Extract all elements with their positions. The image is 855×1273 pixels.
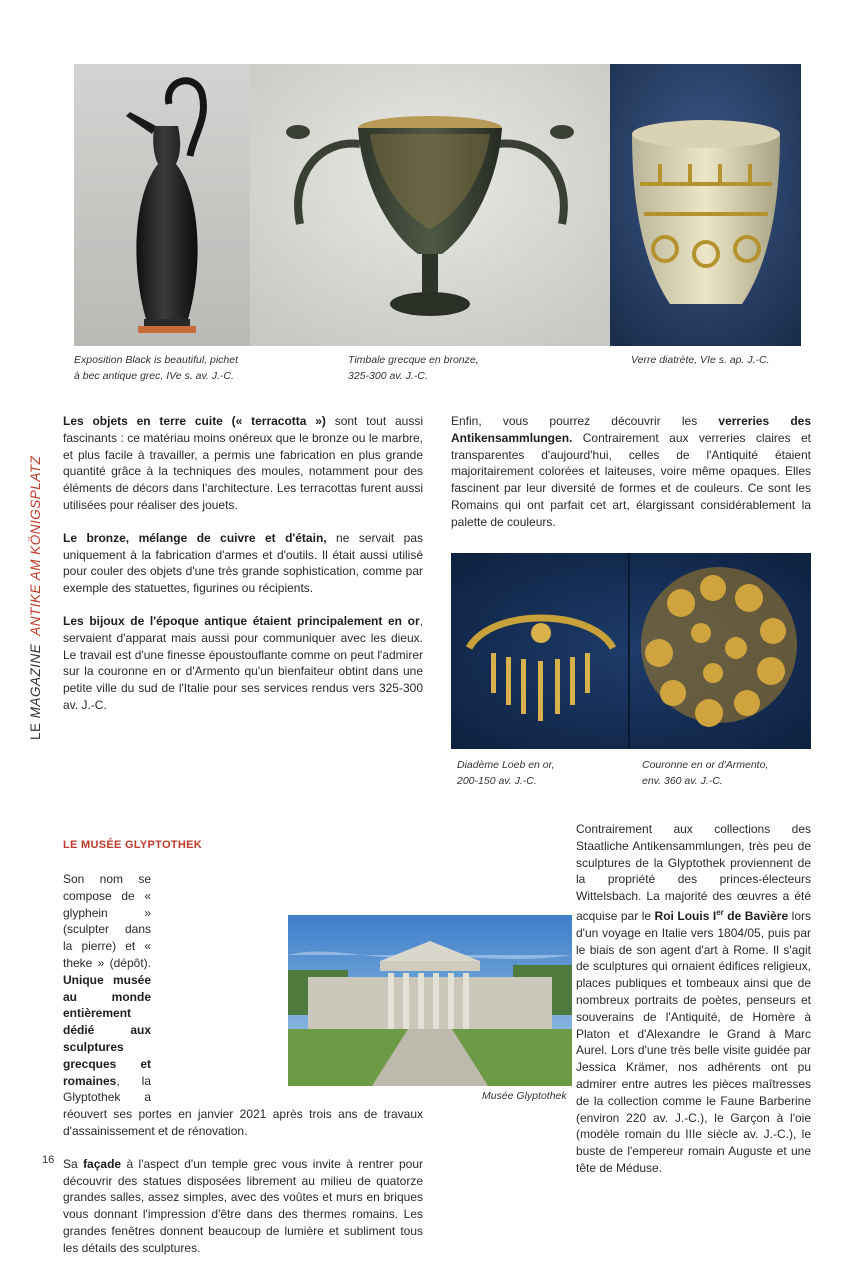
- right-column-upper: [451, 413, 811, 547]
- caption-diadem: [457, 757, 554, 789]
- caption-line: Couronne en or d'Armento,: [642, 759, 769, 771]
- paragraph-glassware: [451, 413, 811, 531]
- para-text: Contrairement aux collections des Staatliche Antikensammlungen, très peu de sculptures de la Glyptothek proviennent de la propriété des princes-électeurs Wittelsbach. La majorité des œuvres a été acquise par le: [576, 822, 811, 923]
- magazine-word: MAGAZINE: [28, 643, 43, 719]
- photo-gold-jewelry: [451, 553, 811, 749]
- magazine-prefix: LE: [28, 718, 43, 740]
- paragraph-glyptothek-intro: [63, 871, 423, 1140]
- para-text: Son nom se compose de « glyphein » (sculpter dans la pierre) et « theke » (dépôt).: [63, 872, 151, 970]
- paragraph-bronze: [63, 530, 423, 597]
- para-bold: verreries des Antikensammlungen.: [451, 414, 811, 445]
- right-column-lower: [451, 821, 811, 1193]
- para-bold: Les bijoux de l'époque antique étaient principalement en or: [63, 613, 420, 628]
- caption-crown: [642, 757, 768, 789]
- magazine-accent: ANTIKE AM KÖNIGSPLATZ: [28, 455, 43, 636]
- para-bold: Les objets en terre cuite (« terracotta »): [63, 414, 326, 428]
- para-bold: façade: [83, 1156, 122, 1171]
- caption-line: Timbale grecque en bronze,: [348, 354, 479, 366]
- photo-bronze-kantharos: [250, 64, 610, 346]
- para-bold: Unique musée au monde entièrement dédié aux sculptures grecques et romaines: [63, 972, 151, 1088]
- para-text: Contrairement aux verreries claires et transparentes d'aujourd'hui, celles de l'Antiquité étaient majoritairement colorées et laiteuses, voire même opaques. Elles fascinent par leur diversité de formes et de couleurs. Ce sont les Romains qui ont parfait cet art, élargissant considérablement la palette de couleurs.: [451, 430, 811, 529]
- caption-line: à bec antique grec, IVe s. av. J.-C.: [74, 370, 234, 382]
- page-number: 16: [42, 1154, 55, 1166]
- para-text: , servaient d'apparat mais aussi pour communiquer avec les dieux. Le travail est d'une finesse époustouflante comme on peut l'admirer sur la couronne en or d'Armento qu'un bienfaiteur obtint dans une petite ville du sud de l'Italie pour ses services rendus vers 325-300 av. J.-C.: [63, 613, 423, 712]
- caption-line: Diadème Loeb en or,: [457, 759, 555, 771]
- para-bold: Le bronze, mélange de cuivre et d'étain,: [63, 530, 327, 545]
- para-text: Sa: [63, 1156, 84, 1171]
- para-text: Enfin, vous pourrez découvrir les: [451, 414, 719, 428]
- para-text: lors d'un voyage en Italie vers 1804/05, puis par le biais de son agent d'art à Rome. Il s'agit de sculptures qui ornaient édifices religieux, places publiques et tombeaux ainsi que de nombreux portraits de poètes, penseurs et souverains de l'Antiquité, de Homère à Platon et d'Alexandre le Grand à Marc Aurel. Lors d'une très belle visite guidée par Jessica Krämer, nos adhérents ont pu admirer entre autres les pièces maîtresses de la collection comme le Faune Barberine (environ 220 av. J.-C.), le Garçon à l'oie (modèle romain du IIIe siècle av. J.-C.), le buste de l'empereur romain Auguste et une tête de Méduse.: [576, 908, 811, 1175]
- photo-black-pitcher: [74, 64, 250, 346]
- caption-pitcher: [74, 352, 238, 384]
- left-column-upper: [63, 413, 423, 730]
- para-text: à l'aspect d'un temple grec vous invite à rentrer pour découvrir des statues disposées librement au milieu de quatorze grandes salles, assez simples, avec des voûtes et murs en briques vous donnant l'impression d'être dans des thermes romains. Les grandes fenêtres donnent beaucoup de lumière et subliment tous les détails des sculptures.: [63, 1156, 423, 1255]
- para-text: ne servait pas uniquement à la fabrication d'armes et d'outils. Il était aussi utilisé pour couler des objets d'une très grande sophistication, comme par exemple des statuettes, figurines ou récipients.: [63, 530, 423, 596]
- photo-cage-cup: [610, 64, 801, 346]
- paragraph-jewels: [63, 613, 423, 714]
- paragraph-collection: [451, 821, 811, 1177]
- caption-line: env. 360 av. J.-C.: [642, 775, 723, 787]
- paragraph-glyptothek-facade: [63, 1156, 423, 1257]
- caption-museum: Musée Glyptothek: [482, 1090, 567, 1102]
- caption-line: 325-300 av. J.-C.: [348, 370, 428, 382]
- superscript: er: [716, 907, 724, 917]
- magazine-side-label: [28, 456, 43, 740]
- caption-line: 200-150 av. J.-C.: [457, 775, 537, 787]
- para-text: , la Glyptothek a réouvert ses portes en janvier 2021 après trois ans de travaux d'assainissement et de rénovation.: [63, 1073, 423, 1138]
- caption-glass: [631, 352, 770, 368]
- left-column-lower: [63, 871, 423, 1273]
- caption-line: Verre diatrète, VIe s. ap. J.-C.: [631, 354, 770, 366]
- caption-line: Exposition Black is beautiful, pichet: [74, 354, 239, 366]
- para-bold: Roi Louis I: [654, 908, 717, 923]
- paragraph-terracotta: [63, 413, 423, 514]
- section-title: LE MUSÉE GLYPTOTHEK: [63, 839, 202, 851]
- para-text: sont tout aussi fascinants : ce matériau moins onéreux que le bronze ou le marbre, et plus facile à travailler, a permis une fabrication en plus grande quantité grâce à la techniques des moules, notamment pour des éléments de décors dans l'architecture. Les terracottas furent aussi utilisées pour réaliser des jouets.: [63, 414, 423, 512]
- para-bold: de Bavière: [723, 908, 789, 923]
- caption-kantharos: [348, 352, 479, 384]
